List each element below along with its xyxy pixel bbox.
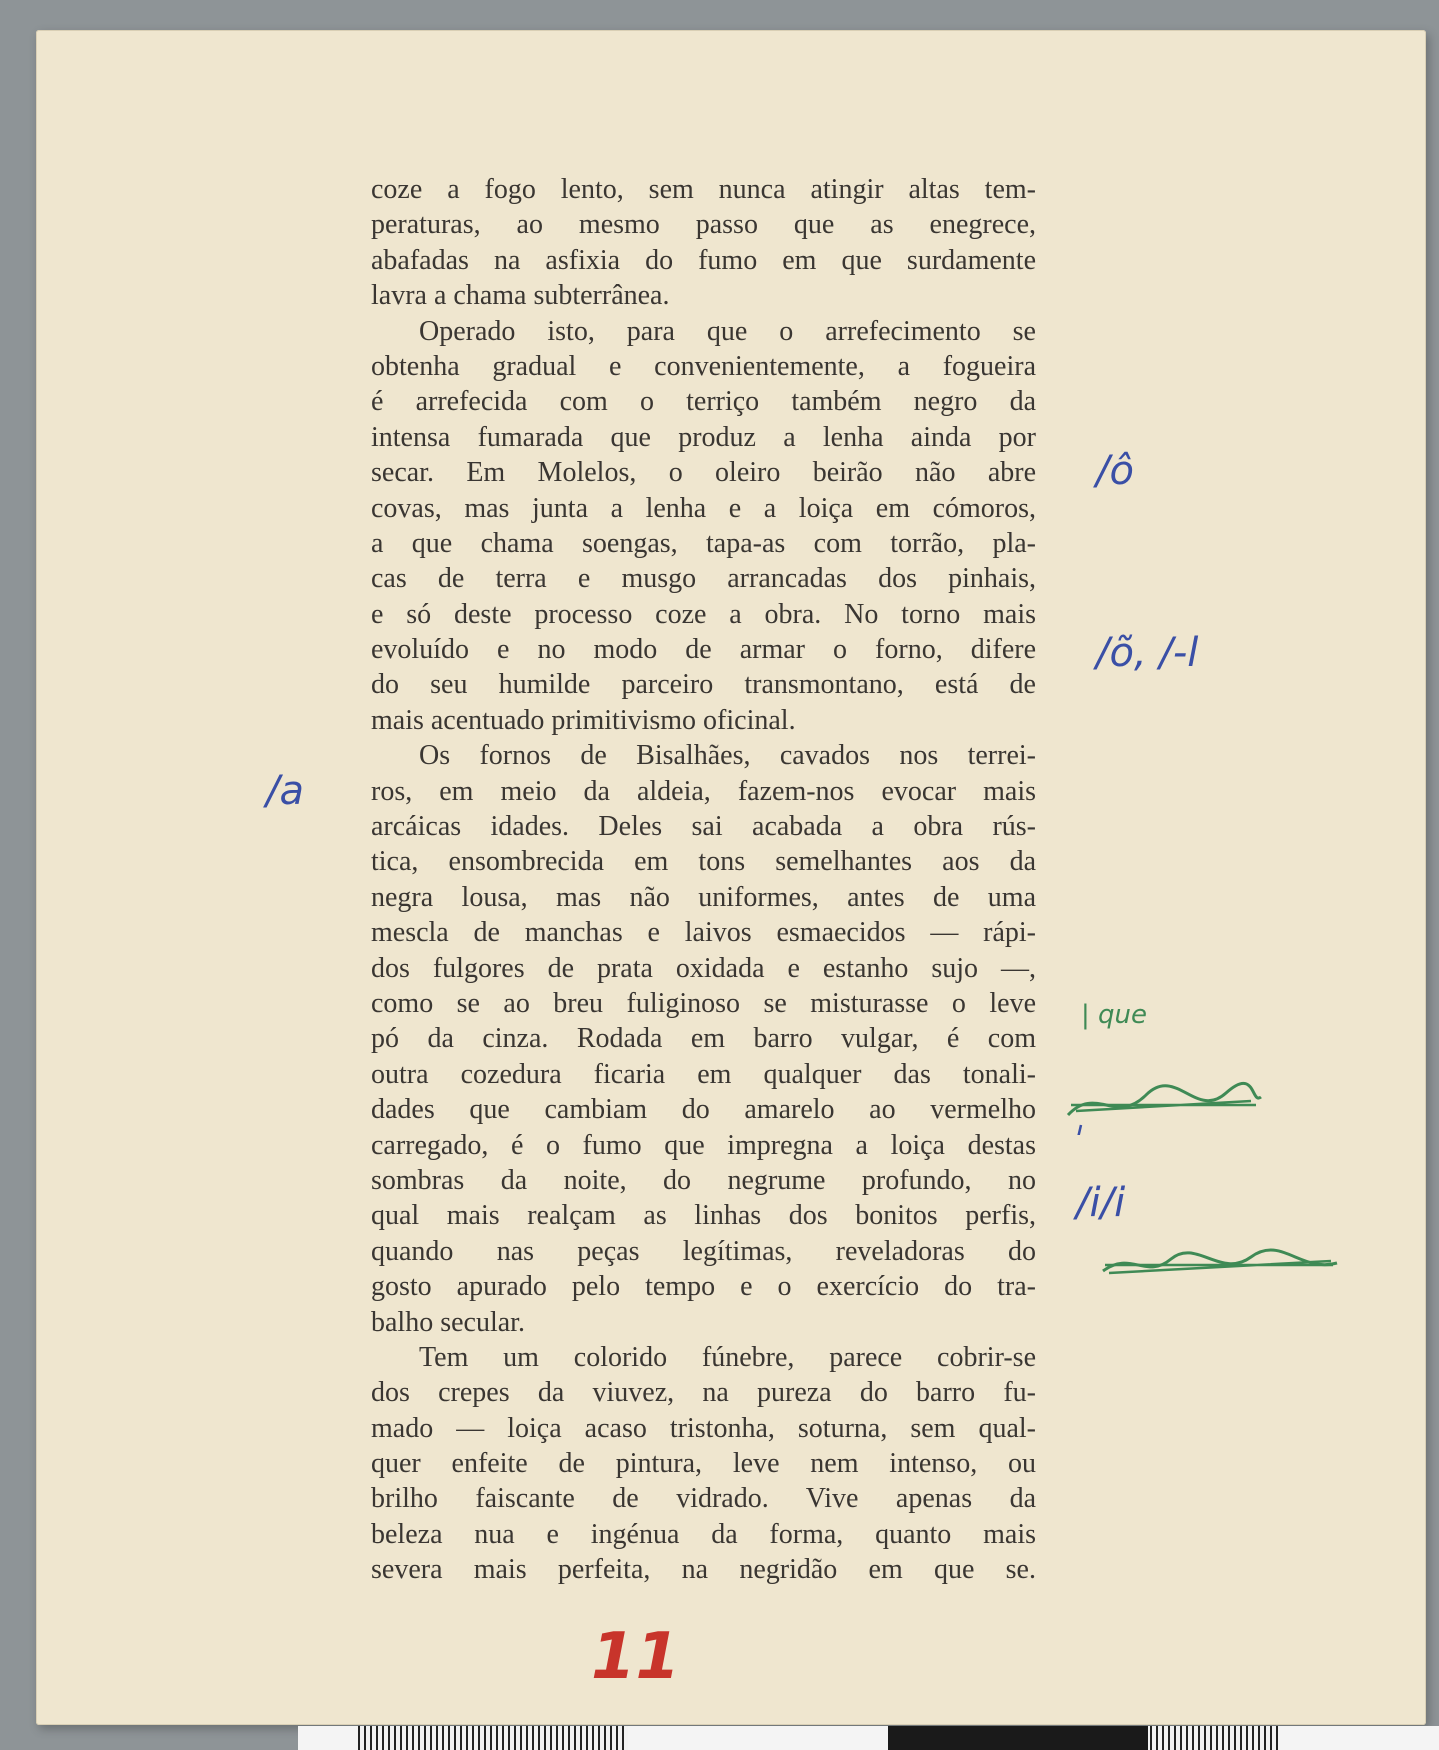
text-line: covas, mas junta a lenha e a loiça em cómoros, xyxy=(371,492,1036,524)
text-line: balho secular. xyxy=(371,1306,525,1338)
right-margin-annotation-1: /ô xyxy=(1096,448,1134,494)
text-line: Tem um colorido fúnebre, parece cobrir-se xyxy=(419,1341,1036,1373)
text-line: dos fulgores de prata oxidada e estanho sujo —, xyxy=(371,952,1036,984)
text-line: beleza nua e ingénua da forma, quanto mais xyxy=(371,1518,1036,1550)
text-line: secar. Em Molelos, o oleiro beirão não abre xyxy=(371,457,1036,489)
text-line: como se ao breu fuliginoso se misturasse o leve xyxy=(371,987,1036,1019)
text-line: cas de terra e musgo arrancadas dos pinhais, xyxy=(371,563,1036,595)
text-line: arcáicas idades. Deles sai acabada a obra rús- xyxy=(371,811,1036,843)
text-line: outra cozedura ficaria em qualquer das tonali- xyxy=(371,1058,1036,1090)
text-line: ros, em meio da aldeia, fazem-nos evocar mais xyxy=(371,775,1036,807)
green-scribble-2 xyxy=(1101,1245,1341,1285)
document-page xyxy=(36,30,1426,1725)
text-line: mescla de manchas e laivos esmaecidos — rápi- xyxy=(371,917,1036,949)
text-line: gosto apurado pelo tempo e o exercício do tra- xyxy=(371,1271,1036,1303)
text-line: peraturas, ao mesmo passo que as enegrece, xyxy=(371,209,1036,241)
text-line: evoluído e no modo de armar o forno, difere xyxy=(371,634,1036,666)
right-margin-annotation-2: /õ, /-l xyxy=(1096,630,1199,676)
text-line: carregado, é o fumo que impregna a loiça destas xyxy=(371,1129,1036,1161)
text-line: coze a fogo lento, sem nunca atingir altas tem- xyxy=(371,174,1036,205)
text-line: é arrefecida com o terriço também negro da xyxy=(371,386,1036,418)
text-line: e só deste processo coze a obra. No torno mais xyxy=(371,598,1036,630)
text-line: brilho faiscante de vidrado. Vive apenas da xyxy=(371,1483,1036,1515)
text-line: quer enfeite de pintura, leve nem intenso, ou xyxy=(371,1448,1036,1480)
scale-ruler xyxy=(298,1726,1439,1750)
text-line: pó da cinza. Rodada em barro vulgar, é com xyxy=(371,1023,1036,1055)
text-line: dos crepes da viuvez, na pureza do barro fu- xyxy=(371,1377,1036,1409)
right-margin-annotation-4: /i/i xyxy=(1076,1180,1126,1226)
text-line: obtenha gradual e convenientemente, a fogueira xyxy=(371,350,1036,382)
text-line: qual mais realçam as linhas dos bonitos perfis, xyxy=(371,1200,1036,1232)
text-line: mado — loiça acaso tristonha, soturna, sem qual- xyxy=(371,1412,1036,1444)
text-line: lavra a chama subterrânea. xyxy=(371,280,670,312)
text-line: mais acentuado primitivismo oficinal. xyxy=(371,704,796,736)
text-line: negra lousa, mas não uniformes, antes de uma xyxy=(371,881,1036,913)
text-line: abafadas na asfixia do fumo em que surdamente xyxy=(371,244,1036,276)
right-margin-annotation-3: | que xyxy=(1081,1000,1148,1030)
text-line: dades que cambiam do amarelo ao vermelho xyxy=(371,1094,1036,1126)
text-line: severa mais perfeita, na negridão em que se. xyxy=(371,1554,1036,1586)
green-scribble-1 xyxy=(1066,1075,1266,1135)
handwritten-page-number: 11 xyxy=(591,1620,681,1694)
text-line: intensa fumarada que produz a lenha ainda por xyxy=(371,421,1036,453)
body-text xyxy=(371,172,1036,1588)
text-line: Operado isto, para que o arrefecimento se xyxy=(419,315,1036,347)
text-line: Os fornos de Bisalhães, cavados nos terrei- xyxy=(419,740,1036,772)
text-line: sombras da noite, do negrume profundo, no xyxy=(371,1164,1036,1196)
text-line: tica, ensombrecida em tons semelhantes aos da xyxy=(371,846,1036,878)
text-line: a que chama soengas, tapa-as com torrão, pla- xyxy=(371,527,1036,559)
left-margin-annotation: /a xyxy=(266,768,304,814)
text-line: do seu humilde parceiro transmontano, está de xyxy=(371,669,1036,701)
text-line: quando nas peças legítimas, reveladoras do xyxy=(371,1235,1036,1267)
